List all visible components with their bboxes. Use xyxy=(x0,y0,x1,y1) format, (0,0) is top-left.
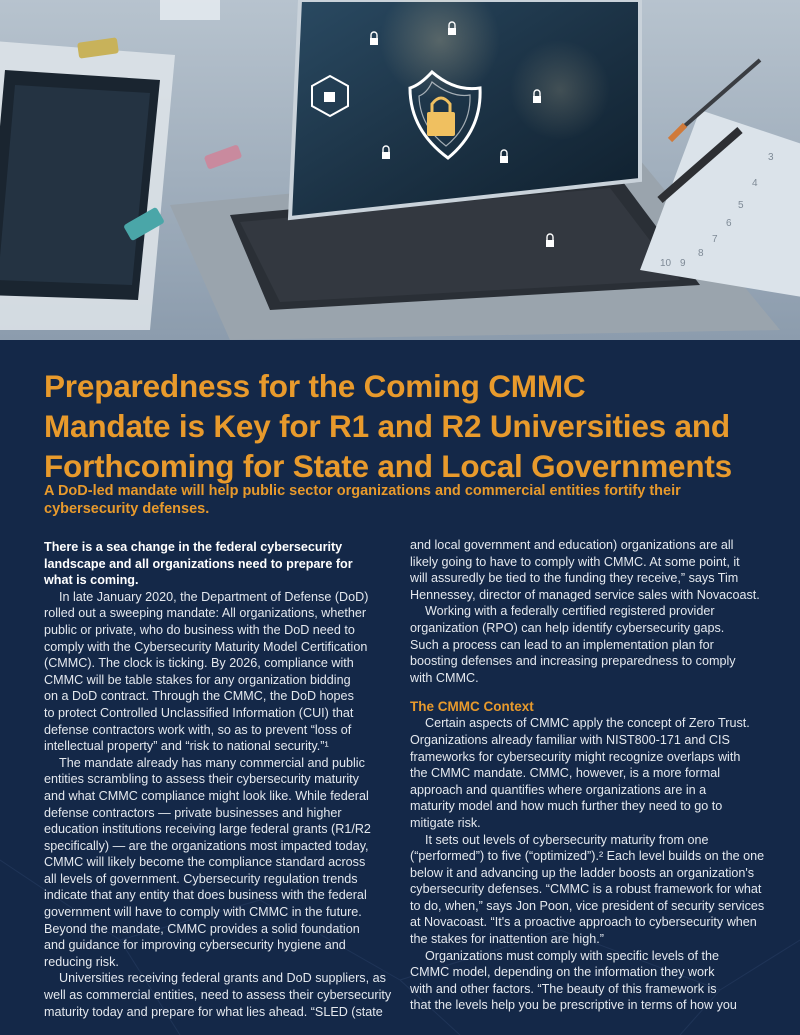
text-line: CMMC model, depending on the information they work xyxy=(410,965,715,980)
text-line: likely going to have to comply with CMMC. At some point, it xyxy=(410,554,740,569)
paragraph xyxy=(44,589,390,755)
svg-text:5: 5 xyxy=(738,200,744,211)
text-line: with CMMC. xyxy=(410,670,479,685)
tablet-shape xyxy=(0,40,175,330)
right-column xyxy=(410,537,768,1014)
text-line: defense contractors — private businesses and higher xyxy=(44,805,342,820)
text-line: specifically) — are the organizations most impacted today, xyxy=(44,838,369,853)
subtitle-line: cybersecurity defenses. xyxy=(44,501,210,517)
text-line: government will have to comply with CMMC in the future. xyxy=(44,905,362,920)
text-line: Hennessey, director of managed service sales with Novacoast. xyxy=(410,587,760,602)
text-line: CMMC will be table stakes for any organization bidding xyxy=(44,672,351,687)
paragraph xyxy=(410,715,768,831)
article-subtitle xyxy=(44,482,744,518)
text-line: CMMC will likely become the compliance standard across xyxy=(44,855,366,870)
title-line: Preparedness for the Coming CMMC xyxy=(44,368,586,404)
svg-text:3: 3 xyxy=(768,152,774,163)
svg-text:4: 4 xyxy=(752,178,758,189)
svg-text:7: 7 xyxy=(712,234,718,245)
title-line: Mandate is Key for R1 and R2 Universities and xyxy=(44,408,730,444)
paragraph xyxy=(44,755,390,971)
text-line: what is coming. xyxy=(44,573,139,588)
paragraph xyxy=(410,832,768,948)
text-line: intellectual property” and “risk to national security.”¹ xyxy=(44,739,329,754)
text-line: the CMMC mandate. CMMC, however, is a more formal xyxy=(410,766,721,781)
text-line: that the levels help you be prescriptive in terms of how you xyxy=(410,998,737,1013)
lead-paragraph xyxy=(44,539,390,589)
text-line: and what CMMC compliance might look like. While federal xyxy=(44,788,369,803)
hero-image xyxy=(0,0,800,340)
section-heading: The CMMC Context xyxy=(410,699,534,715)
left-column xyxy=(44,539,390,1020)
text-line: Working with a federally certified registered provider xyxy=(425,604,715,619)
text-line: will assuredly be tied to the funding they receive,” says Tim xyxy=(410,571,739,586)
paragraph xyxy=(410,948,768,1014)
paragraph xyxy=(410,603,768,686)
text-line: The mandate already has many commercial and public xyxy=(59,755,365,770)
text-line: comply with the Cybersecurity Maturity Model Certification xyxy=(44,639,368,654)
text-line: and local government and education) organizations are all xyxy=(410,538,734,552)
text-line: It sets out levels of cybersecurity maturity from one xyxy=(425,832,709,847)
text-line: Organizations already familiar with NIST800-171 and CIS xyxy=(410,732,730,747)
text-line: the stakes for inattention are high.” xyxy=(410,932,604,947)
text-line: boosting defenses and increasing preparedness to comply xyxy=(410,654,736,669)
text-line: indicate that any entity that does business with the federal xyxy=(44,888,367,903)
text-line: to do, when,” says Jon Poon, vice president of security services xyxy=(410,898,765,913)
text-line: at Novacoast. “It's a proactive approach to cybersecurity when xyxy=(410,915,757,930)
text-line: approach and quantifies where organizations are in a xyxy=(410,782,707,797)
svg-text:6: 6 xyxy=(726,218,732,229)
text-line: rolled out a sweeping mandate: All organizations, whether xyxy=(44,606,367,621)
text-line: with and other factors. “The beauty of this framework is xyxy=(410,981,717,996)
text-line: and guidance for improving cybersecurity hygiene and xyxy=(44,938,346,953)
text-line: all levels of government. Cybersecurity regulation trends xyxy=(44,871,358,886)
text-line: defense contractors work with, so as to prevent “loss of xyxy=(44,722,352,737)
text-line: Certain aspects of CMMC apply the concept of Zero Trust. xyxy=(425,716,750,731)
text-line: well as commercial entities, need to assess their cybersecurity xyxy=(44,988,392,1003)
text-line: organization (RPO) can help identify cybersecurity gaps. xyxy=(410,620,725,635)
text-line: Organizations must comply with specific levels of the xyxy=(425,948,719,963)
text-line: reducing risk. xyxy=(44,954,119,969)
text-line: mitigate risk. xyxy=(410,815,481,830)
text-line: Such a process can lead to an implementation plan for xyxy=(410,637,714,652)
paragraph xyxy=(44,970,390,1020)
text-line: below it and advancing up the ladder boosts an organization's xyxy=(410,865,755,880)
text-line: (“performed”) to five (“optimized”).² Each level builds on the one xyxy=(410,849,765,864)
text-line: landscape and all organizations need to prepare for xyxy=(44,556,353,571)
svg-text:9: 9 xyxy=(680,258,686,269)
svg-text:10: 10 xyxy=(660,258,672,269)
paragraph xyxy=(410,537,768,603)
hero-illustration xyxy=(0,0,800,340)
text-line: There is a sea change in the federal cybersecurity xyxy=(44,540,343,554)
text-line: education institutions receiving large federal grants (R1/R2 xyxy=(44,822,371,837)
text-line: public or private, who do business with the DoD need to xyxy=(44,622,355,637)
text-line: maturity model and how much further they need to go to xyxy=(410,799,723,814)
title-line: Forthcoming for State and Local Governments xyxy=(44,448,732,484)
text-line: In late January 2020, the Department of Defense (DoD) xyxy=(59,589,369,604)
text-line: Universities receiving federal grants and DoD suppliers, as xyxy=(59,971,386,986)
text-line: frameworks for cybersecurity might recognize overlaps with xyxy=(410,749,741,764)
text-line: cybersecurity defenses. “CMMC is a robust framework for what xyxy=(410,882,762,897)
text-line: maturity today and prepare for what lies ahead. “SLED (state xyxy=(44,1004,383,1019)
subtitle-line: A DoD-led mandate will help public sector organizations and commercial entities fortify their xyxy=(44,483,681,499)
text-line: Beyond the mandate, CMMC provides a solid foundation xyxy=(44,921,360,936)
svg-text:8: 8 xyxy=(698,248,704,259)
article-title xyxy=(44,366,774,486)
text-line: to protect Controlled Unclassified Information (CUI) that xyxy=(44,705,354,720)
text-line: entities scrambling to assess their cybersecurity maturity xyxy=(44,772,359,787)
text-line: (CMMC). The clock is ticking. By 2026, compliance with xyxy=(44,656,354,671)
text-line: on a DoD contract. Through the CMMC, the DoD hopes xyxy=(44,689,354,704)
